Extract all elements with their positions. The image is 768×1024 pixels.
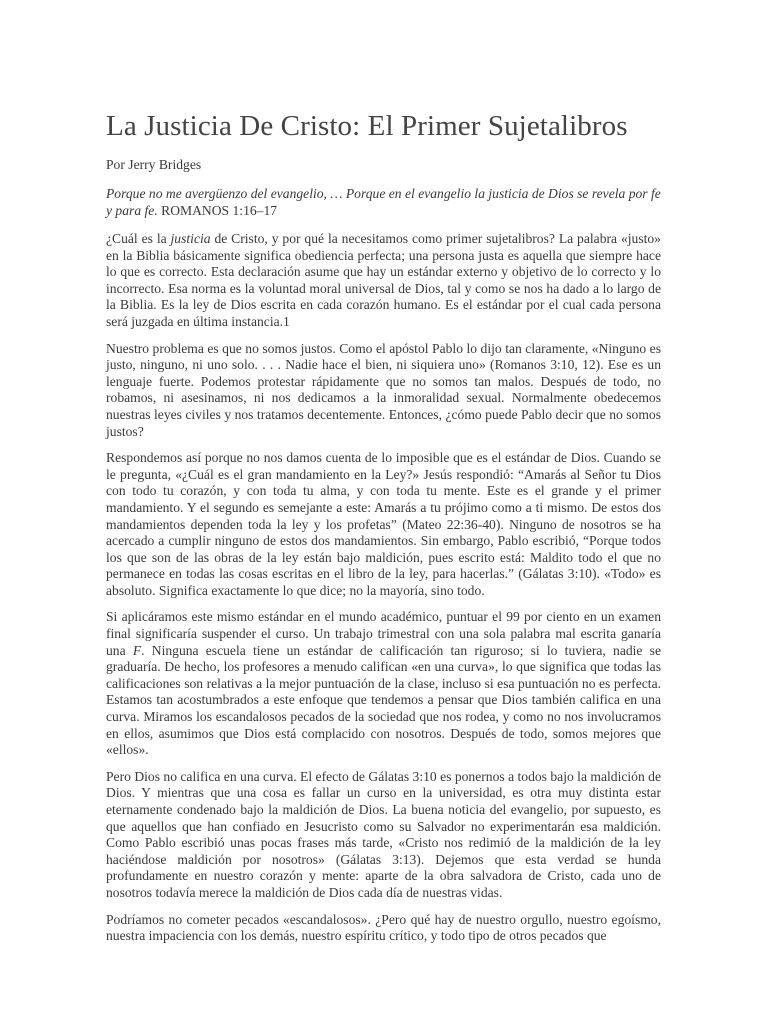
paragraph-4-part-a: Si aplicáramos este mismo estándar en el mundo académico, puntuar el 99 por ciento en un examen final significaría suspender el curso. Un trabajo trimestral con una sola palabra mal escrita ganaría una	[106, 609, 661, 658]
paragraph-1-part-c: de Cristo, y por qué la necesitamos como primer sujetalibros? La palabra «justo» en la Biblia básicamente significa obediencia perfecta; una persona justa es aquella que siempre hace lo que es correcto. Esta declaración asume que hay un estándar externo y objetivo de lo correcto y lo incorrecto. Esa norma es la voluntad moral universal de Dios, tal y como se nos ha dado a lo largo de la Biblia. Es la ley de Dios escrita en cada corazón humano. Es el estándar por el cual cada persona será juzgada en última instancia.1	[106, 231, 661, 329]
document-title: La Justicia De Cristo: El Primer Sujetalibros	[106, 110, 628, 142]
epigraph-quote: Porque no me avergüenzo del evangelio, … Porque en el evangelio la justicia de Dios se revela por fe y para fe.	[106, 186, 661, 218]
paragraph-2: Nuestro problema es que no somos justos. Como el apóstol Pablo lo dijo tan claramente, «Ninguno es justo, ninguno, ni uno solo. . . . Nadie hace el bien, ni siquiera uno» (Romanos 3:10, 12). Ese es un lenguaje fuerte. Podemos protestar rápidamente que no somos tan malos. Después de todo, no robamos, ni asesinamos, ni nos dedicamos a la inmoralidad sexual. Normalmente obedecemos nuestras leyes civiles y nos tratamos decentemente. Entonces, ¿cómo puede Pablo decir que no somos justos?	[106, 340, 661, 439]
paragraph-5: Pero Dios no califica en una curva. El efecto de Gálatas 3:10 es ponernos a todos bajo la maldición de Dios. Y mientras que una cosa es fallar un curso en la universidad, es otra muy distinta estar eternamente condenado bajo la maldición de Dios. La buena noticia del evangelio, por supuesto, es que aquellos que han confiado en Jesucristo como su Salvador no experimentarán esa maldición. Como Pablo escribió unas pocas frases más tarde, «Cristo nos redimió de la maldición de la ley haciéndose maldición por nosotros» (Gálatas 3:13). Dejemos que esta verdad se hunda profundamente en nuestro corazón y mente: aparte de la obra salvadora de Cristo, cada uno de nosotros todavía merece la maldición de Dios cada día de nuestras vidas.	[106, 768, 661, 900]
epigraph	[106, 185, 661, 219]
paragraph-1	[106, 231, 661, 331]
paragraph-3: Respondemos así porque no nos damos cuenta de lo imposible que es el estándar de Dios. Cuando se le pregunta, «¿Cuál es el gran mandamiento en la Ley?» Jesús respondió: “Amarás al Señor tu Dios con todo tu corazón, y con toda tu alma, y con toda tu mente. Este es el grande y el primer mandamiento. Y el segundo es semejante a este: Amarás a tu prójimo como a ti mismo. De estos dos mandamientos dependen toda la ley y los profetas” (Mateo 22:36-40). Ninguno de nosotros se ha acercado a cumplir ninguno de estos dos mandamientos. Sin embargo, Pablo escribió, “Porque todos los que son de las obras de la ley están bajo maldición, pues escrito está: Maldito todo el que no permanece en todas las cosas escritas en el libro de la ley, para hacerlas.” (Gálatas 3:10). «Todo» es absoluto. Significa exactamente lo que dice; no la mayoría, sino todo.	[106, 450, 661, 598]
author-byline: Por Jerry Bridges	[106, 157, 202, 172]
paragraph-6: Podríamos no cometer pecados «escandalosos». ¿Pero qué hay de nuestro orgullo, nuestro egoísmo, nuestra impaciencia con los demás, nuestro espíritu crítico, y todo tipo de otros pecados que	[106, 911, 661, 944]
paragraph-1-italic: justicia	[170, 231, 211, 246]
epigraph-reference: ROMANOS 1:16–17	[157, 203, 278, 218]
paragraph-1-part-a: ¿Cuál es la	[106, 231, 171, 246]
paragraph-4-italic: F	[132, 642, 142, 658]
paragraph-4	[106, 609, 661, 758]
paragraph-4-part-c: . Ninguna escuela tiene un estándar de calificación tan riguroso; si lo tuviera, nadie se graduaría. De hecho, los profesores a menudo califican «en una curva», lo que significa que todas las calificaciones son relativas a la mejor puntuación de la clase, incluso si esa puntuación no es perfecta. Estamos tan acostumbrados a este enfoque que tendemos a pensar que Dios también califica en una curva. Miramos los escandalosos pecados de la sociedad que nos rodea, y como no nos involucramos en ellos, asumimos que Dios está complacido con nosotros. Después de todo, somos mejores que «ellos».	[106, 642, 661, 758]
